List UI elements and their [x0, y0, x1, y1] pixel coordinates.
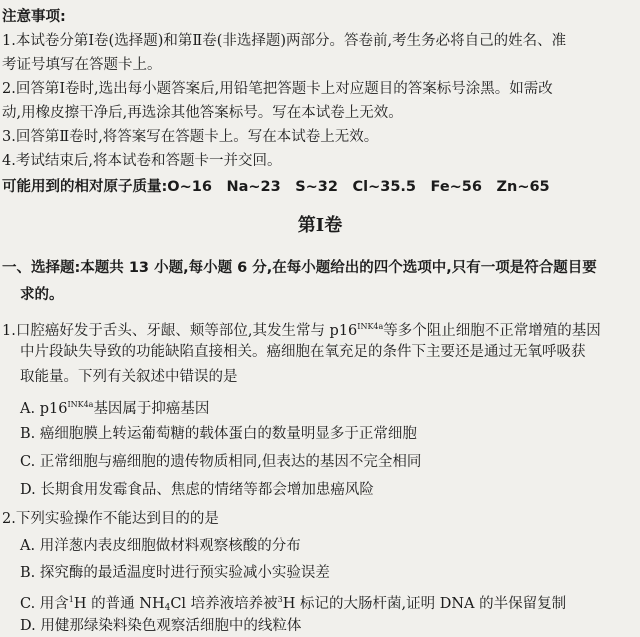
notice-item-2-cont: 动,用橡皮擦干净后,再选涂其他答案标号。写在本试卷上无效。	[2, 105, 403, 121]
notice-item-2: 2.回答第Ⅰ卷时,选出每小题答案后,用铅笔把答题卡上对应题目的答案标号涂黑。如需改	[2, 81, 553, 97]
q2-option-c-sub: 4	[164, 603, 171, 613]
section-intro-line-1: 一、选择题:本题共 13 小题,每小题 6 分,在每小题给出的四个选项中,只有一项是符合题目要	[2, 260, 597, 276]
q2-option-b: B. 探究酶的最适温度时进行预实验减小实验误差	[20, 565, 330, 581]
q1-stem-b: 等多个阻止细胞不正常增殖的基因	[383, 323, 601, 339]
q1-option-c: C. 正常细胞与癌细胞的遗传物质相同,但表达的基因不完全相同	[20, 454, 422, 470]
q1-stem-a: 1.口腔癌好发于舌头、牙龈、颊等部位,其发生常与 p16	[2, 323, 358, 339]
q2-option-c-sup-2: 3	[277, 595, 283, 604]
q2-stem: 2.下列实验操作不能达到目的的是	[2, 511, 219, 527]
notice-heading: 注意事项:	[2, 9, 66, 25]
q1-option-a-pre: A. p16	[20, 401, 68, 417]
notice-item-3: 3.回答第Ⅱ卷时,将答案写在答题卡上。写在本试卷上无效。	[2, 129, 379, 145]
atomic-mass-line: 可能用到的相对原子质量:O~16 Na~23 S~32 Cl~35.5 Fe~56 Zn~65	[2, 179, 550, 195]
q2-option-c-part-2: H 的普通 NH	[73, 596, 165, 612]
q1-option-d: D. 长期食用发霉食品、焦虑的情绪等都会增加患癌风险	[20, 482, 374, 498]
q1-stem-line-3: 取能量。下列有关叙述中错误的是	[20, 369, 238, 385]
q1-option-a-sup: INK4a	[67, 400, 94, 409]
q2-option-c-sup-1: 1	[68, 595, 74, 604]
q2-option-c-part-3: Cl 培养液培养被	[170, 596, 278, 612]
q2-option-a: A. 用洋葱内表皮细胞做材料观察核酸的分布	[20, 538, 301, 554]
notice-item-1: 1.本试卷分第Ⅰ卷(选择题)和第Ⅱ卷(非选择题)两部分。答卷前,考生务必将自己的姓名、准	[2, 33, 567, 49]
q1-stem-line-1	[2, 317, 601, 341]
q1-option-a-post: 基因属于抑癌基因	[93, 401, 210, 417]
q1-option-a	[20, 395, 209, 419]
q2-option-c	[20, 590, 566, 618]
q2-option-c-part-1: C. 用含	[20, 596, 69, 612]
q1-stem-sup: INK4a	[357, 322, 384, 331]
q1-stem-line-2: 中片段缺失导致的功能缺陷直接相关。癌细胞在氧充足的条件下主要还是通过无氧呼吸获	[20, 344, 586, 360]
q1-option-b: B. 癌细胞膜上转运葡萄糖的载体蛋白的数量明显多于正常细胞	[20, 426, 417, 442]
notice-item-1-cont: 考证号填写在答题卡上。	[2, 57, 162, 73]
section-intro-line-2: 求的。	[20, 287, 64, 303]
q2-option-d: D. 用健那绿染料染色观察活细胞中的线粒体	[20, 618, 302, 634]
section-title: 第Ⅰ卷	[297, 215, 343, 236]
notice-item-4: 4.考试结束后,将本试卷和答题卡一并交回。	[2, 153, 282, 169]
q2-option-c-part-4: H 标记的大肠杆菌,证明 DNA 的半保留复制	[282, 596, 567, 612]
